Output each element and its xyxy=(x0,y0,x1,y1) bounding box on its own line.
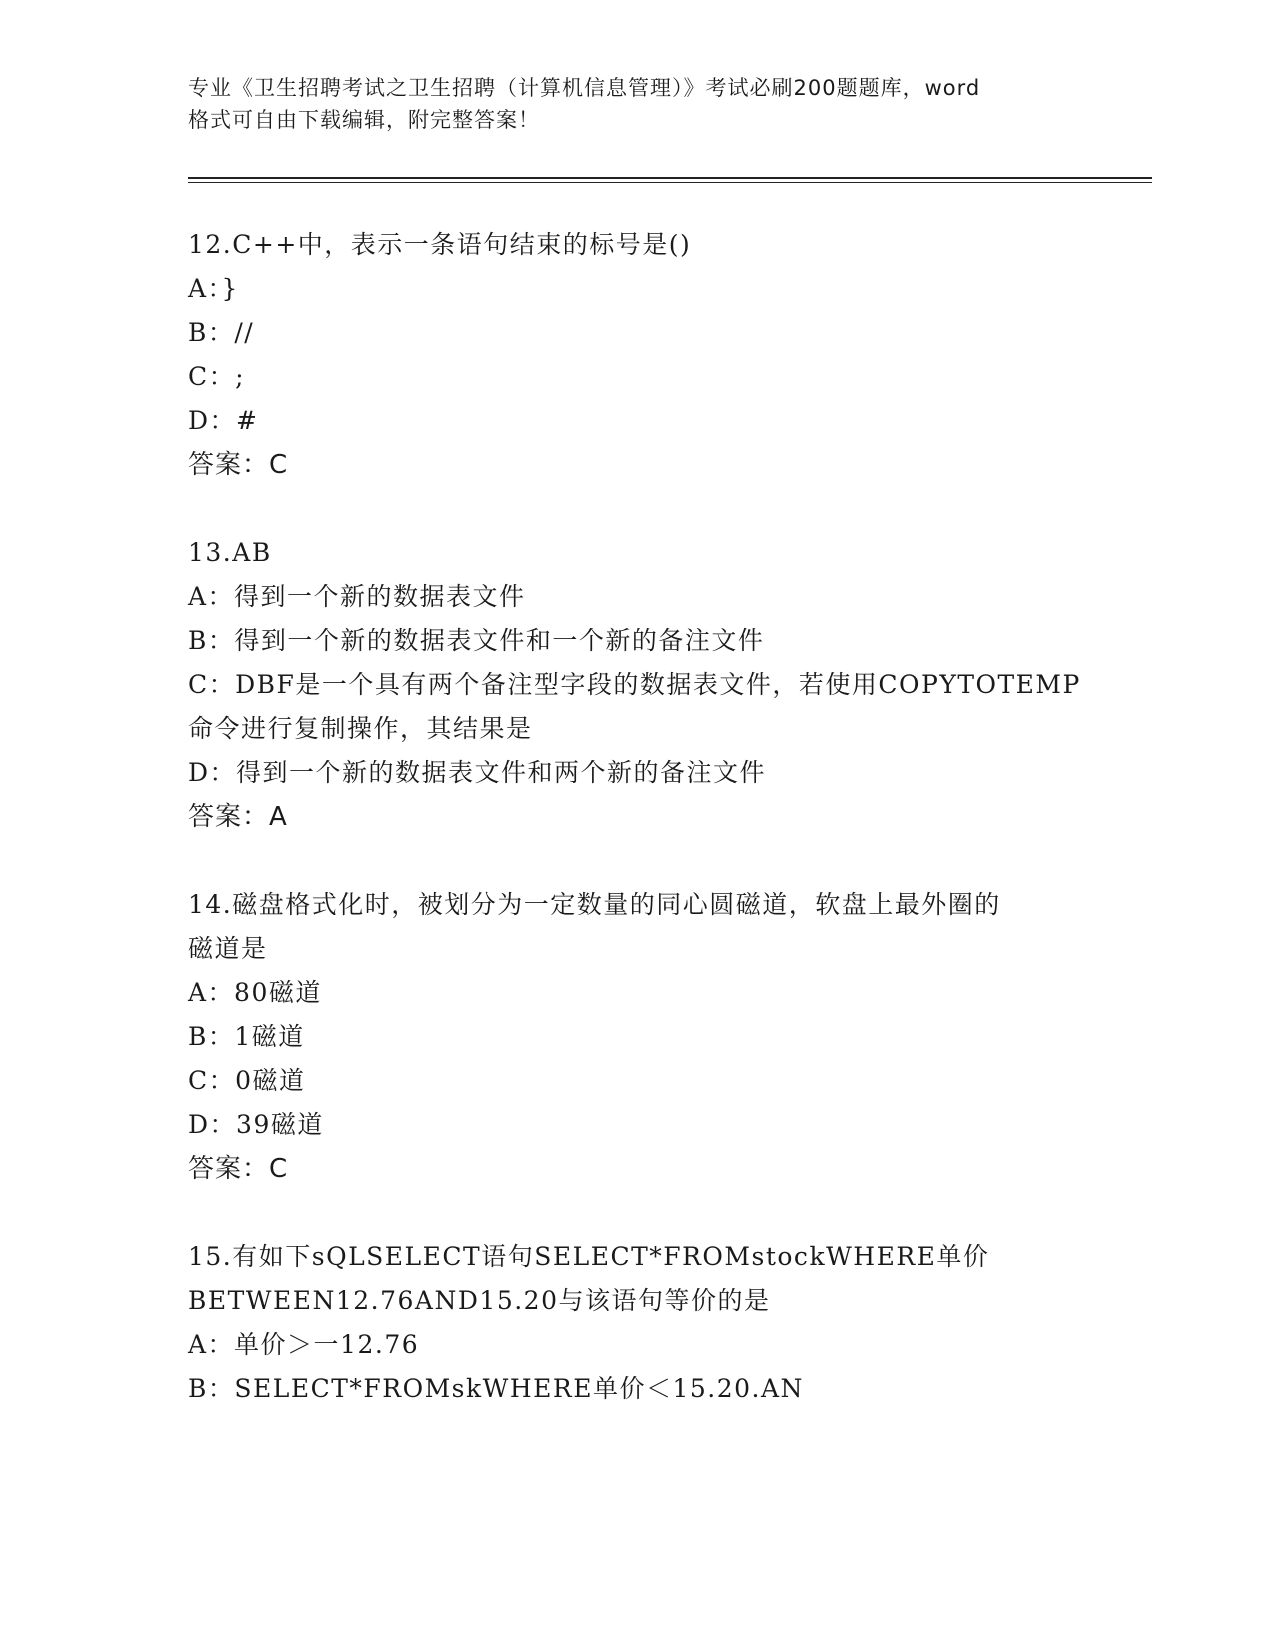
question-14-answer: 答案：C xyxy=(188,1154,289,1184)
question-14-option-c: C：0磁道 xyxy=(188,1066,306,1095)
question-12-option-a: A：} xyxy=(188,274,239,303)
question-13-option-d: D：得到一个新的数据表文件和两个新的备注文件 xyxy=(188,758,767,787)
question-13-stem: 13.AB xyxy=(188,538,272,567)
question-15-stem-line-2: BETWEEN12.76AND15.20与该语句等价的是 xyxy=(188,1286,771,1315)
question-14-stem-line-2: 磁道是 xyxy=(188,934,268,963)
question-15-option-a: A：单价＞一12.76 xyxy=(188,1330,420,1359)
question-13-option-c-line-1: C：DBF是一个具有两个备注型字段的数据表文件，若使用COPYTOTEMP xyxy=(188,670,1081,699)
question-13-option-b: B：得到一个新的数据表文件和一个新的备注文件 xyxy=(188,626,765,655)
header-divider-thick xyxy=(188,177,1152,179)
header-divider-thin xyxy=(188,182,1152,183)
question-12-stem: 12.C++中，表示一条语句结束的标号是() xyxy=(188,230,692,259)
header-line-1: 专业《卫生招聘考试之卫生招聘（计算机信息管理）》考试必刷200题题库，word xyxy=(188,76,981,100)
question-13-option-a: A：得到一个新的数据表文件 xyxy=(188,582,526,611)
question-14-option-a: A：80磁道 xyxy=(188,978,322,1007)
header-line-2: 格式可自由下载编辑，附完整答案！ xyxy=(188,108,540,132)
question-12-option-d: D：# xyxy=(188,406,259,435)
question-14-stem-line-1: 14.磁盘格式化时，被划分为一定数量的同心圆磁道，软盘上最外圈的 xyxy=(188,890,1001,919)
question-14-option-b: B：1磁道 xyxy=(188,1022,305,1051)
question-12-answer: 答案：C xyxy=(188,450,289,480)
question-13-answer: 答案：A xyxy=(188,802,288,832)
question-12-option-b: B：// xyxy=(188,318,255,347)
question-15-option-b: B：SELECT*FROMskWHERE单价＜15.20.AN xyxy=(188,1374,804,1403)
question-15-stem-line-1: 15.有如下sQLSELECT语句SELECT*FROMstockWHERE单价 xyxy=(188,1242,990,1271)
question-13-option-c-line-2: 命令进行复制操作，其结果是 xyxy=(188,714,533,743)
question-12-option-c: C：; xyxy=(188,362,246,391)
question-14-option-d: D：39磁道 xyxy=(188,1110,324,1139)
document-header xyxy=(188,72,1088,136)
